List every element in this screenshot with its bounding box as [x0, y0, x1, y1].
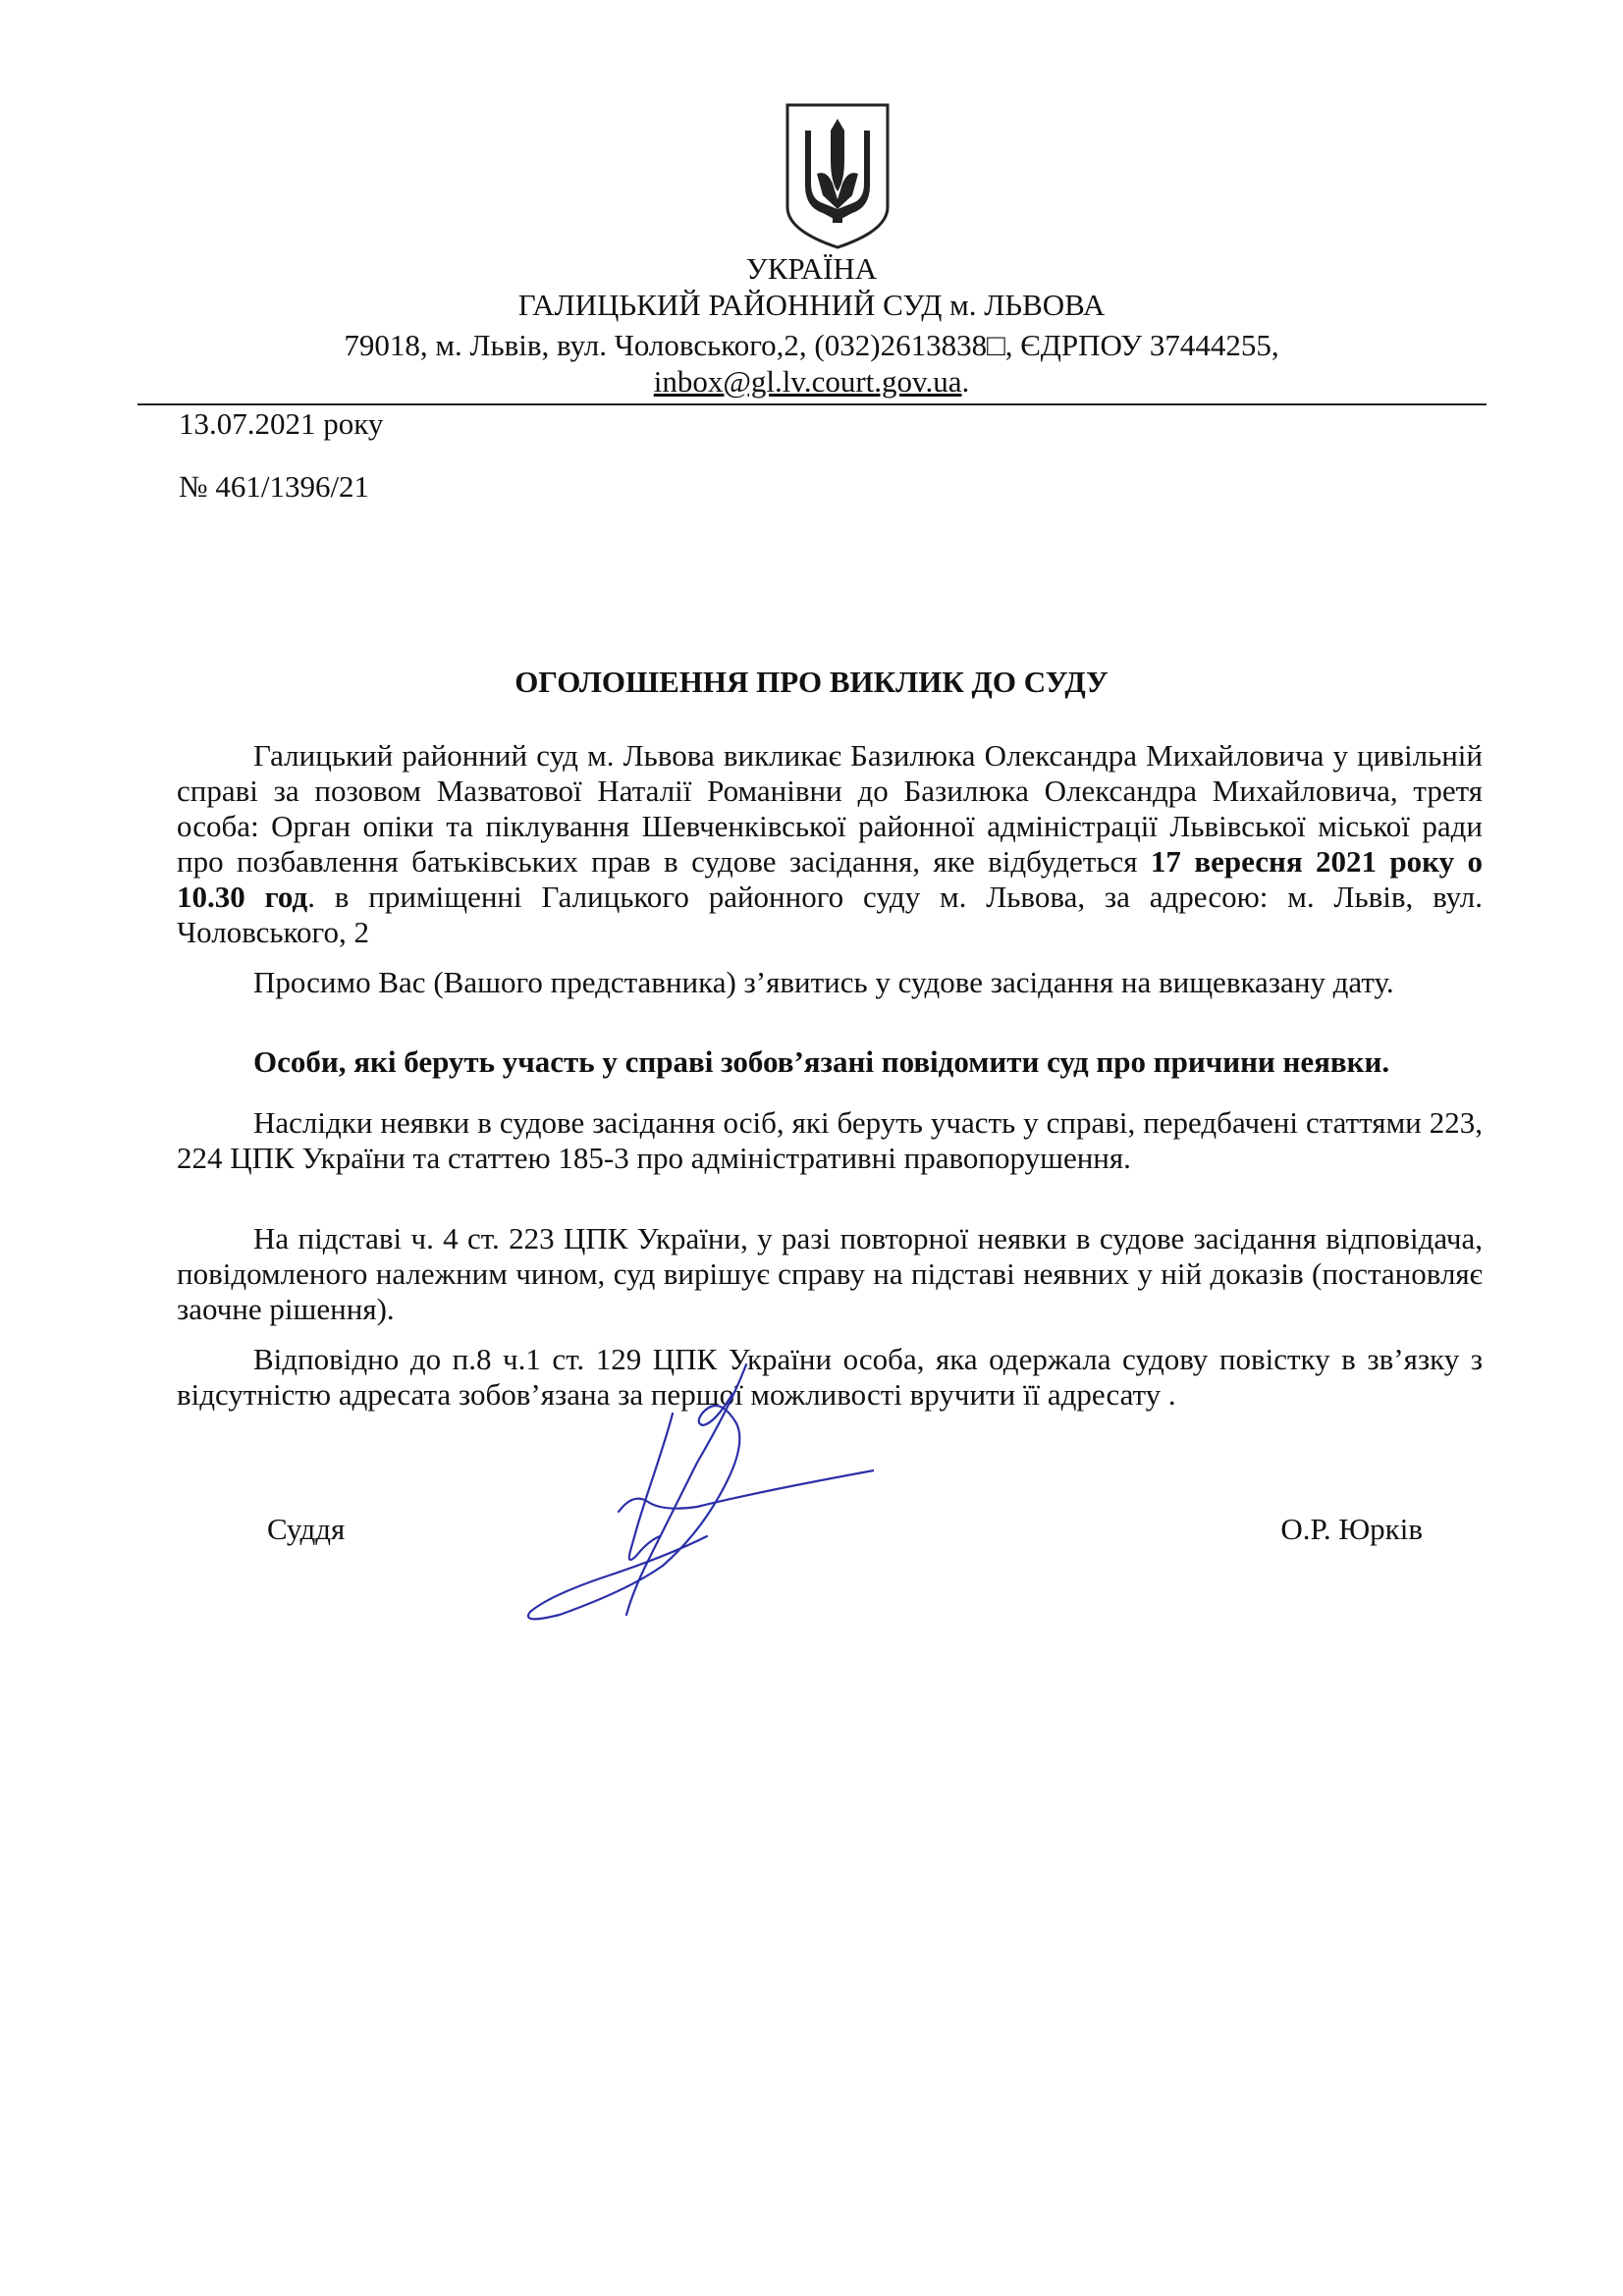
hearing-date-time: 17 вересня 2021 року о 10.30 год — [177, 844, 1483, 914]
paragraph-summons — [177, 738, 1483, 950]
paragraph-request-text: Просимо Вас (Вашого представника) з’явитись у судове засідання на вищевказану дату. — [253, 965, 1394, 999]
paragraph-delivery-text: Відповідно до п.8 ч.1 ст. 129 ЦПК України особа, яка одержала судову повістку в зв’язку з відсутністю адресата зобов’язана за першої можливості вручити її адресату . — [177, 1342, 1483, 1412]
document-number: № 461/1396/21 — [179, 469, 370, 504]
paragraph-obligation — [177, 1044, 1483, 1080]
paragraph-repeated-absence — [177, 1221, 1483, 1327]
handwritten-signature-icon — [501, 1355, 874, 1649]
header-email: inbox@gl.lv.court.gov.ua — [653, 364, 962, 399]
header-email-line — [0, 364, 1623, 400]
header-court-name: ГАЛИЦЬКИЙ РАЙОННИЙ СУД м. ЛЬВОВА — [517, 288, 1106, 322]
paragraph-request — [177, 965, 1483, 1000]
paragraph-consequences — [177, 1105, 1483, 1176]
header-divider — [137, 403, 1487, 405]
paragraph-summons-address: . в приміщенні Галицького районного суду м. Львова, за адресою: м. Львів, вул. Чоловського, 2 — [177, 880, 1484, 949]
paragraph-repeated-absence-text: На підставі ч. 4 ст. 223 ЦПК України, у разі повторної неявки в судове засідання відповідача, повідомленого належним чином, суд вирішує справу на підставі неявних у ній доказів (постановляє заочне рішення). — [177, 1221, 1483, 1326]
header-address: 79018, м. Львів, вул. Чоловського,2, (032)2613838□, ЄДРПОУ 37444255, — [344, 328, 1279, 362]
document-date: 13.07.2021 року — [179, 406, 384, 441]
paragraph-summons-text: Галицький районний суд м. Львова викликає Базилюка Олександра Михайловича у цивільній справі за позовом Мазватової Наталії Романівни до Базилюка Олександра Михайловича, третя особа: Орган опіки та піклування Шевченківської районної адміністрації Львівської міської ради про позбавлення батьківських прав в судове засідання, яке відбудеться — [177, 738, 1483, 879]
paragraph-consequences-text: Наслідки неявки в судове засідання осіб, які беруть участь у справі, передбачені статтями 223, 224 ЦПК України та статтею 185-3 про адміністративні правопорушення. — [177, 1105, 1483, 1175]
document-title: ОГОЛОШЕННЯ ПРО ВИКЛИК ДО СУДУ — [514, 665, 1109, 699]
trident-coat-of-arms-icon — [784, 101, 892, 250]
judge-name: О.Р. Юрків — [1280, 1512, 1423, 1546]
header-email-suffix: . — [961, 364, 970, 399]
header-country: УКРАЇНА — [745, 251, 878, 286]
signature-label: Суддя — [267, 1512, 346, 1546]
paragraph-obligation-text: Особи, які беруть участь у справі зобов’язані повідомити суд про причини неявки. — [253, 1044, 1390, 1079]
